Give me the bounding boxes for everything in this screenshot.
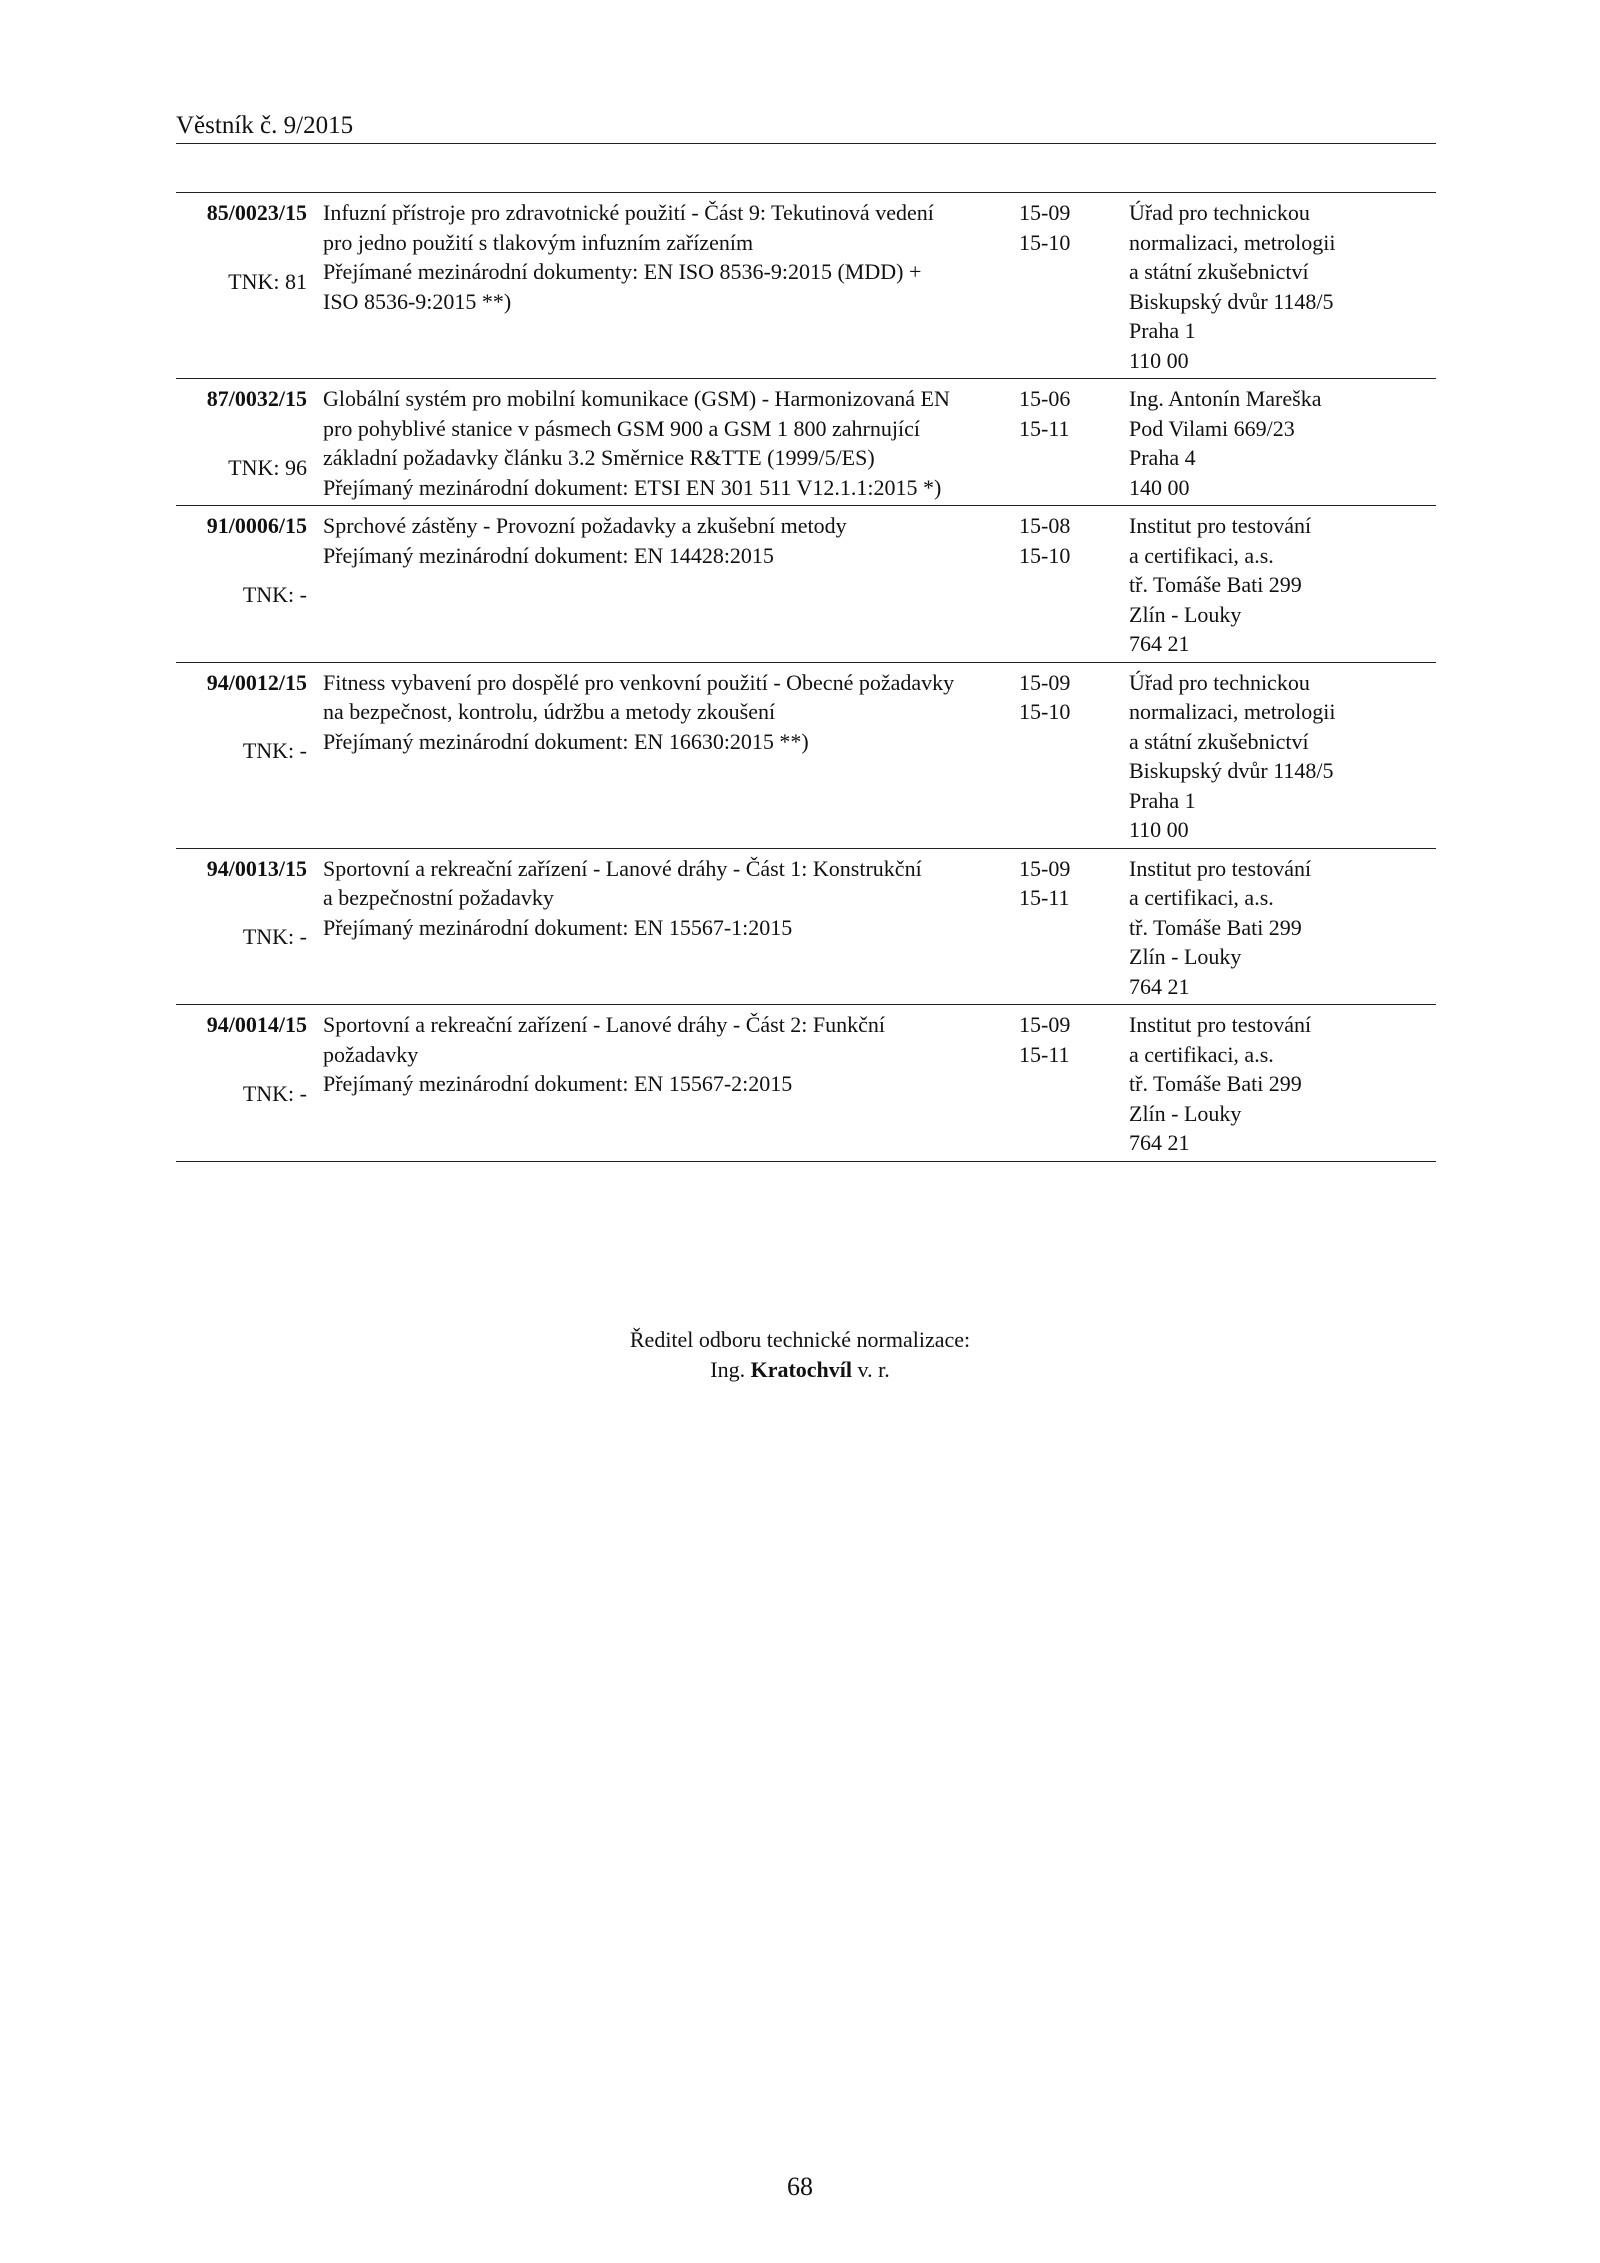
table-row — [176, 662, 1436, 848]
title-line: na bezpečnost, kontrolu, údržbu a metody zkoušení — [323, 699, 776, 724]
address-line: a státní zkušebnictví — [1129, 728, 1309, 754]
address-cell — [1129, 1010, 1436, 1158]
title-line: Přejímaný mezinárodní dokument: EN 15567-2:2015 — [323, 1071, 793, 1096]
title-line: Přejímaný mezinárodní dokument: EN 15567-1:2015 — [323, 914, 793, 940]
row-tnk: TNK: - — [242, 581, 307, 607]
address-line: Ing. Antonín Mareška — [1129, 386, 1322, 411]
norms-table — [176, 192, 1436, 1162]
date-value: 15-11 — [1019, 415, 1070, 441]
id-cell — [176, 668, 307, 845]
signature-name: Kratochvíl — [750, 1356, 853, 1382]
address-line: Institut pro testování — [1129, 513, 1312, 538]
address-line: normalizaci, metrologii — [1129, 229, 1336, 255]
row-id: 87/0032/15 — [206, 386, 307, 411]
address-line: tř. Tomáše Bati 299 — [1129, 914, 1302, 940]
table-row — [176, 378, 1436, 505]
date-value: 15-09 — [1019, 669, 1071, 695]
address-line: 764 21 — [1129, 631, 1190, 656]
row-tnk: TNK: 96 — [228, 454, 307, 480]
address-line: 764 21 — [1129, 973, 1190, 999]
address-line: Biskupský dvůr 1148/5 — [1129, 758, 1334, 783]
address-line: tř. Tomáše Bati 299 — [1129, 1071, 1302, 1096]
id-cell — [176, 854, 307, 1002]
row-id: 91/0006/15 — [206, 513, 307, 538]
address-line: Zlín - Louky — [1129, 1100, 1242, 1126]
title-line: a bezpečnostní požadavky — [323, 885, 554, 910]
title-line: Přejímaný mezinárodní dokument: EN 16630:2015 **) — [323, 728, 809, 754]
row-id: 94/0013/15 — [206, 855, 307, 881]
title-line: Přejímaný mezinárodní dokument: ETSI EN 301 511 V12.1.1:2015 *) — [323, 474, 942, 500]
address-line: 140 00 — [1129, 474, 1190, 500]
row-id: 94/0012/15 — [206, 669, 307, 695]
row-id: 94/0014/15 — [206, 1012, 307, 1037]
title-cell — [323, 854, 1019, 1002]
row-id: 85/0023/15 — [206, 200, 307, 225]
address-cell — [1129, 854, 1436, 1002]
address-cell — [1129, 198, 1436, 375]
signature-block — [0, 1325, 1600, 1384]
address-line: Praha 1 — [1129, 787, 1196, 813]
title-line: pro jedno použití s tlakovým infuzním zařízením — [323, 229, 754, 255]
signature-suffix: v. r. — [857, 1356, 890, 1382]
title-cell — [323, 384, 1019, 502]
id-cell — [176, 1010, 307, 1158]
address-line: Pod Vilami 669/23 — [1129, 415, 1295, 441]
dates-cell — [1019, 1010, 1129, 1158]
title-cell — [323, 1010, 1019, 1158]
address-line: Institut pro testování — [1129, 855, 1312, 881]
dates-cell — [1019, 854, 1129, 1002]
title-line: Přejímaný mezinárodní dokument: EN 14428:2015 — [323, 542, 774, 568]
signature-name-line — [0, 1355, 1600, 1385]
id-cell — [176, 384, 307, 502]
address-line: Praha 4 — [1129, 445, 1196, 470]
address-line: Zlín - Louky — [1129, 944, 1242, 969]
row-tnk: TNK: 81 — [228, 268, 307, 294]
table-row — [176, 505, 1436, 662]
address-line: Praha 1 — [1129, 318, 1196, 343]
date-value: 15-06 — [1019, 386, 1071, 411]
title-line: Přejímané mezinárodní dokumenty: EN ISO 8536-9:2015 (MDD) + — [323, 259, 922, 284]
address-line: Biskupský dvůr 1148/5 — [1129, 288, 1334, 314]
date-value: 15-08 — [1019, 513, 1071, 538]
date-value: 15-09 — [1019, 855, 1071, 881]
row-tnk: TNK: - — [242, 738, 307, 763]
address-line: normalizaci, metrologii — [1129, 699, 1336, 724]
dates-cell — [1019, 511, 1129, 659]
row-tnk: TNK: - — [242, 924, 307, 949]
address-line: 764 21 — [1129, 1130, 1190, 1155]
address-line: a certifikaci, a.s. — [1129, 1041, 1274, 1067]
date-value: 15-11 — [1019, 1041, 1070, 1067]
address-line: 110 00 — [1129, 347, 1189, 373]
id-cell — [176, 198, 307, 375]
date-value: 15-10 — [1019, 542, 1071, 568]
date-value: 15-11 — [1019, 885, 1070, 910]
address-line: a státní zkušebnictví — [1129, 259, 1309, 284]
page-header — [176, 112, 1436, 144]
address-line: Zlín - Louky — [1129, 601, 1242, 627]
title-line: Sportovní a rekreační zařízení - Lanové dráhy - Část 2: Funkční — [323, 1012, 886, 1037]
address-cell — [1129, 511, 1436, 659]
address-line: Úřad pro technickou — [1129, 200, 1310, 225]
signature-role: Ředitel odboru technické normalizace: — [629, 1327, 971, 1352]
address-line: 110 00 — [1129, 817, 1189, 842]
date-value: 15-10 — [1019, 699, 1071, 724]
address-cell — [1129, 668, 1436, 845]
table-row — [176, 193, 1436, 378]
address-line: Úřad pro technickou — [1129, 669, 1310, 695]
title-cell — [323, 511, 1019, 659]
address-line: tř. Tomáše Bati 299 — [1129, 572, 1302, 597]
header-title: Věstník č. 9/2015 — [176, 112, 354, 139]
title-line: základní požadavky článku 3.2 Směrnice R&TTE (1999/5/ES) — [323, 445, 875, 470]
title-line: Infuzní přístroje pro zdravotnické použití - Část 9: Tekutinová vedení — [323, 200, 934, 225]
title-cell — [323, 198, 1019, 375]
address-cell — [1129, 384, 1436, 502]
table-row — [176, 1004, 1436, 1161]
title-line: Sprchové zástěny - Provozní požadavky a zkušební metody — [323, 513, 847, 538]
address-line: Institut pro testování — [1129, 1012, 1312, 1037]
date-value: 15-09 — [1019, 200, 1071, 225]
dates-cell — [1019, 384, 1129, 502]
title-line: Sportovní a rekreační zařízení - Lanové dráhy - Část 1: Konstrukční — [323, 855, 922, 881]
title-line: Fitness vybavení pro dospělé pro venkovní použití - Obecné požadavky — [323, 669, 955, 695]
address-line: a certifikaci, a.s. — [1129, 885, 1274, 910]
date-value: 15-10 — [1019, 229, 1071, 255]
id-cell — [176, 511, 307, 659]
title-line: Globální systém pro mobilní komunikace (GSM) - Harmonizovaná EN — [323, 386, 950, 411]
title-line: požadavky — [323, 1041, 419, 1067]
date-value: 15-09 — [1019, 1012, 1071, 1037]
title-cell — [323, 668, 1019, 845]
title-line: ISO 8536-9:2015 **) — [323, 288, 512, 314]
dates-cell — [1019, 198, 1129, 375]
address-line: a certifikaci, a.s. — [1129, 542, 1274, 568]
table-row — [176, 848, 1436, 1005]
dates-cell — [1019, 668, 1129, 845]
signature-prefix: Ing. — [710, 1356, 746, 1382]
row-tnk: TNK: - — [242, 1080, 307, 1106]
page-number: 68 — [787, 2172, 813, 2201]
title-line: pro pohyblivé stanice v pásmech GSM 900 a GSM 1 800 zahrnující — [323, 415, 920, 441]
